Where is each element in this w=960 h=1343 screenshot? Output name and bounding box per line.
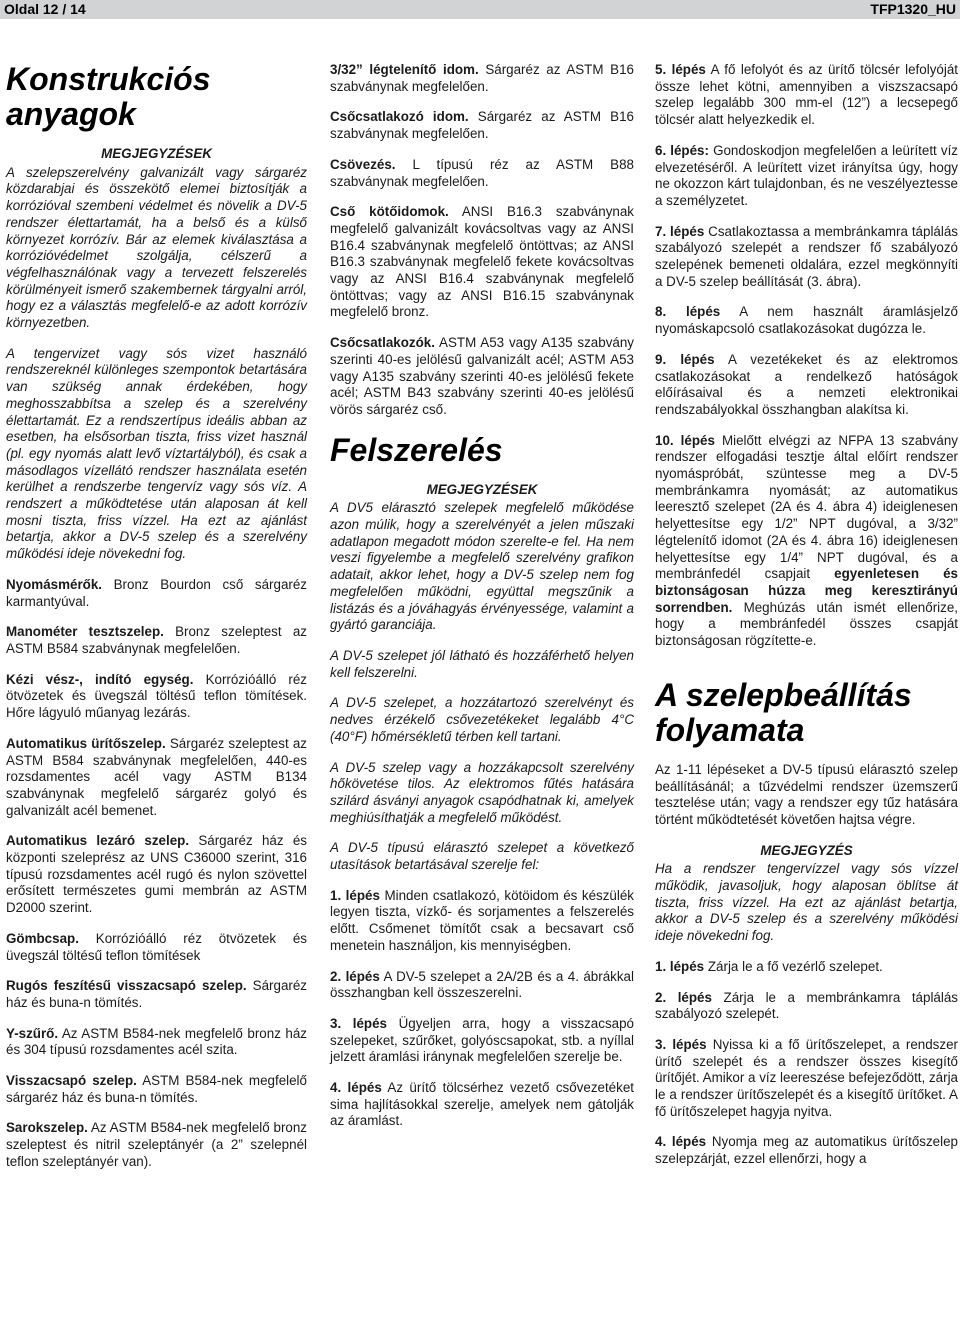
step-list [330,888,634,1130]
column-right [655,62,958,1182]
step-term: 6. lépés: [655,142,709,158]
step-item [330,1016,634,1066]
step-term: 7. lépés [655,223,705,239]
material-text: Sárgaréz az ASTM B16 szabványnak megfelelően. [330,109,634,142]
material-item [330,204,634,321]
material-item [6,736,307,820]
step-text: A nem használt áramlásjelző nyomáskapcsoló csatlakozásokat dugózza le. [655,304,958,337]
material-term: Csőcsatlakozók. [330,335,435,351]
step-list [655,62,958,419]
material-text: Sárgaréz ház és buna-n tömítés. [6,978,307,1010]
material-text: Bronz Bourdon cső sárgaréz karmantyúval. [6,576,307,609]
step-term: 1. lépés [330,887,380,903]
material-text: Sárgaréz szeleptest az ASTM B584 szabványnak megfelelően, 440-es rozsdamentes acél vagy ASTM B134 szabványnak megfelelő sárgaréz golyó és galvanizált acél bemenet. [6,735,307,818]
document-code: TFP1320_HU [870,1,956,17]
note-paragraph: A szelepszerelvény galvanizált vagy sárgaréz közdarabjai és összekötő elemei biztosítják a korrózióval szembeni védelmet és növelik a DV-5 rendszer élettartamát, ha a belső és a külső környezet korrózív. Bár az elemek kiválasztása a korrózióvédelmet szolgálja, célszerű a végfelhasználónak vagy a tervezett felszerelés körülményeit ismerő szakembernek tárgyalni arról, hogy ez a választás megfelelő-e az adott korrózív környezetben. [6,164,307,331]
material-term: Automatikus lezáró szelep. [6,833,190,849]
note-paragraph: Ha a rendszer tengervízzel vagy sós vízzel működik, javasoljuk, hogy alaposan öblítse át tiszta, friss vízzel. Ha ezt az ajánlást betartja, akkor a DV-5 szelep és a szerelvény működési ideje növekedni fog. [655,861,958,944]
material-term: Csőcsatlakozó idom. [330,109,469,125]
step-term: 8. lépés [655,304,721,320]
material-item [6,978,307,1011]
step-text: Mielőtt elvégzi az NFPA 13 szabvány rendszer elfogadási tesztje által előírt rendszer nyomáspróbát, szüntesse meg a DV-5 membránkamra nyomását; az automatikus leeresztő szelepet (2A és 4. ábra 4) ideiglenesen helyettesítse egy 1/2” NPT dugóval, a 3/32” légtelenítő idomot (2A és 4. ábra 16) ideiglenesen helyettesítse egy 1/4” NPT dugóval, és a membránfedél csapjait [655,432,959,582]
step-term: 4. lépés [330,1080,382,1096]
step-text: Nyissa ki a fő ürítőszelepet, a rendszer ürítő szelepét és a rendszer összes kisegítő ürítőjét. Amikor a víz leereszése befejeződött, zárja le a rendszer ürítőszelepét és a kisegítő ürítőket. A fő ürítőszelepet hagyja nyitva. [655,1036,958,1119]
note-label: MEGJEGYZÉSEK [101,146,212,161]
material-item [6,624,307,657]
intro-paragraph: Az 1-11 lépéseket a DV-5 típusú elárasztó szelep beállításánál; a tűzvédelmi rendszer üzemszerű tesztelése után; vagy a rendszer egy tűz hatására történt működtetését követően hajtsa végre. [655,761,958,827]
step-item [655,143,958,210]
material-item [6,577,307,610]
step-item [655,1134,958,1167]
material-item [330,62,634,95]
step-term: 9. lépés [655,351,715,367]
page-header [0,0,960,19]
note-paragraph: A DV-5 szelepet jól látható és hozzáférhető helyen kell felszerelni. [330,647,634,680]
material-item [6,1026,307,1059]
step-term: 1. lépés [655,958,705,974]
material-list [330,62,634,419]
material-term: Cső kötőidomok. [330,204,449,220]
step-text: Meghúzás után ismét ellenőrize, hogy a membránfedél összes csapját biztonságosan rögzítette-e. [655,599,958,649]
material-item [330,157,634,190]
material-text: Korrózióálló réz ötvözetek és üvegszál töltésű teflon tömítések [6,930,307,963]
step-text: Zárja le a fő vezérlő szelepet. [704,958,883,974]
note-paragraph: A DV-5 szelep vagy a hozzákapcsolt szerelvény hőkövetése tilos. Az elektromos fűtés hatására szilárd ásványi anyagok csapódhatnak ki, amelyek meghiúsíthatják a megfelelő működést. [330,759,634,825]
step-item [330,888,634,955]
note-paragraph: A DV-5 típusú elárasztó szelepet a következő utasítások betartásával szerelje fel: [330,840,634,873]
step-item [655,1037,958,1121]
material-term: Kézi vész-, indító egység. [6,671,194,687]
note-paragraph: A DV-5 szelepet, a hozzátartozó szerelvényt és nedves érzékelő csővezetékeket legalább 4°C (40°F) hőmérsékletű térben kell tartani. [330,695,634,744]
step-term: 3. lépés [655,1036,707,1052]
material-text: Sárgaréz ház és központi szeleprész az UNS C36000 szerint, 316 típusú rozsdamentes acél rugó és nylon szövettel erősített természetes gumi membrán az ASTM D2000 szerint. [6,833,307,916]
material-item [330,109,634,142]
step-text: Gondoskodjon megfelelően a leürített víz elvezetéséről. A leürített vizet irányítsa úgy, hogy ne okozzon kárt tulajdonban, és ne veszélyeztesse a személyzetet. [655,142,958,208]
material-text: Korrózióálló réz ötvözetek és üvegszál töltésű teflon tömítések. Hőre lágyuló műanyag lezárás. [6,671,307,721]
material-text: Az ASTM B584-nek megfelelő bronz szeleptest és nitril szeleptányér (a 2” szelepnél teflon szeleptányér van). [6,1120,307,1169]
material-term: Gömbcsap. [6,930,79,946]
material-term: 3/32” légtelenítő idom. [330,62,479,77]
material-term: Sarokszelep. [6,1120,88,1136]
step-text: Ügyeljen arra, hogy a visszacsapó szelepeket, szűrőket, golyóscsapokat, stb. a nyíllal jelzett áramlási iránynak megfelelően szerelje be. [330,1015,634,1065]
step-term: 10. lépés [655,432,715,448]
step-text: Minden csatlakozó, kötöidom és készülék legyen tiszta, vízkő- és sorjamentes a felszerelés előtt. Csőmenet tömítőt csak a becsavart cső menetein használjon, kis mennyiségben. [330,887,634,953]
step-item [655,62,958,129]
step-text: Zárja le a membránkamra táplálás szabályozó szelepét. [655,989,958,1022]
material-term: Rugós feszítésű visszacsapó szelep. [6,978,247,994]
step-text: A fő lefolyót és az ürítő tölcsér lefolyóját össze lehet kötni, amennyiben a viszszacsapó szelep legalább 300 mm-el (12”) a lecsepegő tölcsér alatt helyezkedik el. [655,62,958,128]
material-item [6,1120,307,1170]
material-term: Nyomásmérők. [6,576,103,592]
note-paragraph: A DV5 elárasztó szelepek megfelelő működése azon múlik, hogy a szerelvényét a jelen műszaki adatlapon megadott módon szerelte-e fel. Ha nem veszi figyelembe a megfelelő szerelvény grafikon adatait, akkor lehet, hogy a DV-5 szelep nem fog megfelelően működni, együttal megszűnik a listázás és a jóváhagyás érvényessége, valamint a gyártó garanciája. [330,500,634,633]
note-label: MEGJEGYZÉS [760,842,853,858]
note-list [330,500,634,873]
step-emphasis: egyenletesen és biztonságosan húzza meg keresztirányú sorrendben. [655,566,959,615]
material-term: Automatikus ürítőszelep. [6,735,166,751]
material-item [6,833,307,917]
note-paragraph: A tengervizet vagy sós vizet használó rendszereknél különleges szempontok betartására van szükség annak érdekében, hogy meghosszabbítsa a szelep és a szerelvény élettartamát. Ez a rendszertípus ideális abban az esetben, ha elsősorban tiszta, friss vizet használ (pl. egy nyomás alatt levő víztartályból), és csak a másodlagos vízellátó rendszer használata esetén kerülhet a rendszerbe tengervíz vagy sós víz. A rendszert a működtetése után alaposan át kell mosni tiszta, friss vízzel. Ha ezt az ajánlást betartja, akkor a DV-5 szelep és a szerelvény működési ideje növekedni fog. [6,345,307,562]
material-text: ANSI B16.3 szabványnak megfelelő galvanizált kovácsoltvas vagy az ANSI B16.4 szabványnak megfelelő öntöttvas; az ANSI B16.3 szabványnak megfelelő fekete kovácsoltvas vagy az ANSI B16.4 szabványnak megfelelő öntöttvas; vagy az ANSI B16.15 szabványnak megfelelő bronz. [330,204,634,320]
material-item [6,931,307,964]
material-text: L típusú réz az ASTM B88 szabványnak megfelelően. [330,156,634,189]
material-item [6,1073,307,1106]
material-item [6,672,307,722]
step-text: A vezetékeket és az elektromos csatlakozásokat a rendelkező hatóságok előírásaival és a nemzeti elektronikai rendszabályokkal összhangban alakítsa ki. [655,351,958,417]
material-text: Sárgaréz az ASTM B16 szabványnak megfelelően. [330,62,634,94]
page-number: Oldal 12 / 14 [4,1,86,17]
step-item [655,352,958,419]
note-label: MEGJEGYZÉSEK [426,481,538,497]
step-term: 5. lépés [655,62,706,77]
material-term: Manométer tesztszelep. [6,624,164,640]
column-middle [330,62,634,1144]
column-left [6,62,307,1185]
material-text: ASTM A53 vagy A135 szabvány szerinti 40-es jelölésű galvanizált acél; ASTM A53 vagy A135 szabvány szerinti 40-es jelölésű fekete acél; ASTM B43 szabvány szerinti 40-es jelölésű vörös sárgaréz cső. [330,335,634,417]
step-item [330,969,634,1002]
material-item [330,335,634,419]
step-text: Nyomja meg az automatikus ürítőszelep szelepzárját, ezzel ellenőrzi, hogy a [655,1134,958,1167]
material-term: Visszacsapó szelep. [6,1073,137,1089]
step-text: A DV-5 szelepet a 2A/2B és a 4. ábrákkal összhangban kell összeszerelni. [330,968,634,1001]
step-item [655,990,958,1023]
step-item [655,959,958,976]
step-text: Csatlakoztassa a membránkamra táplálás szabályozó szelepét a rendszer fő szabályozó szelepének bemeneti oldalára, ezzel megkönnyíti a DV-5 szelep beállítását (3. ábra). [655,223,958,289]
step-item [330,1080,634,1130]
step-term: 4. lépés [655,1134,707,1150]
material-list [6,577,307,1171]
step-item [655,304,958,337]
step-term: 2. lépés [330,968,380,984]
step-list [655,959,958,1168]
material-term: Y-szűrő. [6,1025,59,1041]
section-title-installation: Felszerelés [330,431,503,468]
material-text: Bronz szeleptest az ASTM B584 szabványnak megfelelően. [6,624,307,656]
step-item [655,433,958,650]
section-title-valve-setting: A szelepbeállítás folyamata [655,676,912,748]
step-text: Az ürítő tölcsérhez vezető csővezetéket sima hajlításokkal szerelje, amelyek nem gátolják az áramlást. [330,1080,634,1129]
material-text: Az ASTM B584-nek megfelelő bronz ház és 304 típusú rozsdamentes acél szita. [6,1025,307,1058]
section-title-materials: Konstrukciós anyagok [6,61,211,132]
step-term: 3. lépés [330,1015,387,1031]
material-text: ASTM B584-nek megfelelő sárgaréz ház és buna-n tömítés. [6,1073,307,1105]
step-item [655,224,958,291]
step-term: 2. lépés [655,989,712,1005]
material-term: Csövezés. [330,156,396,172]
